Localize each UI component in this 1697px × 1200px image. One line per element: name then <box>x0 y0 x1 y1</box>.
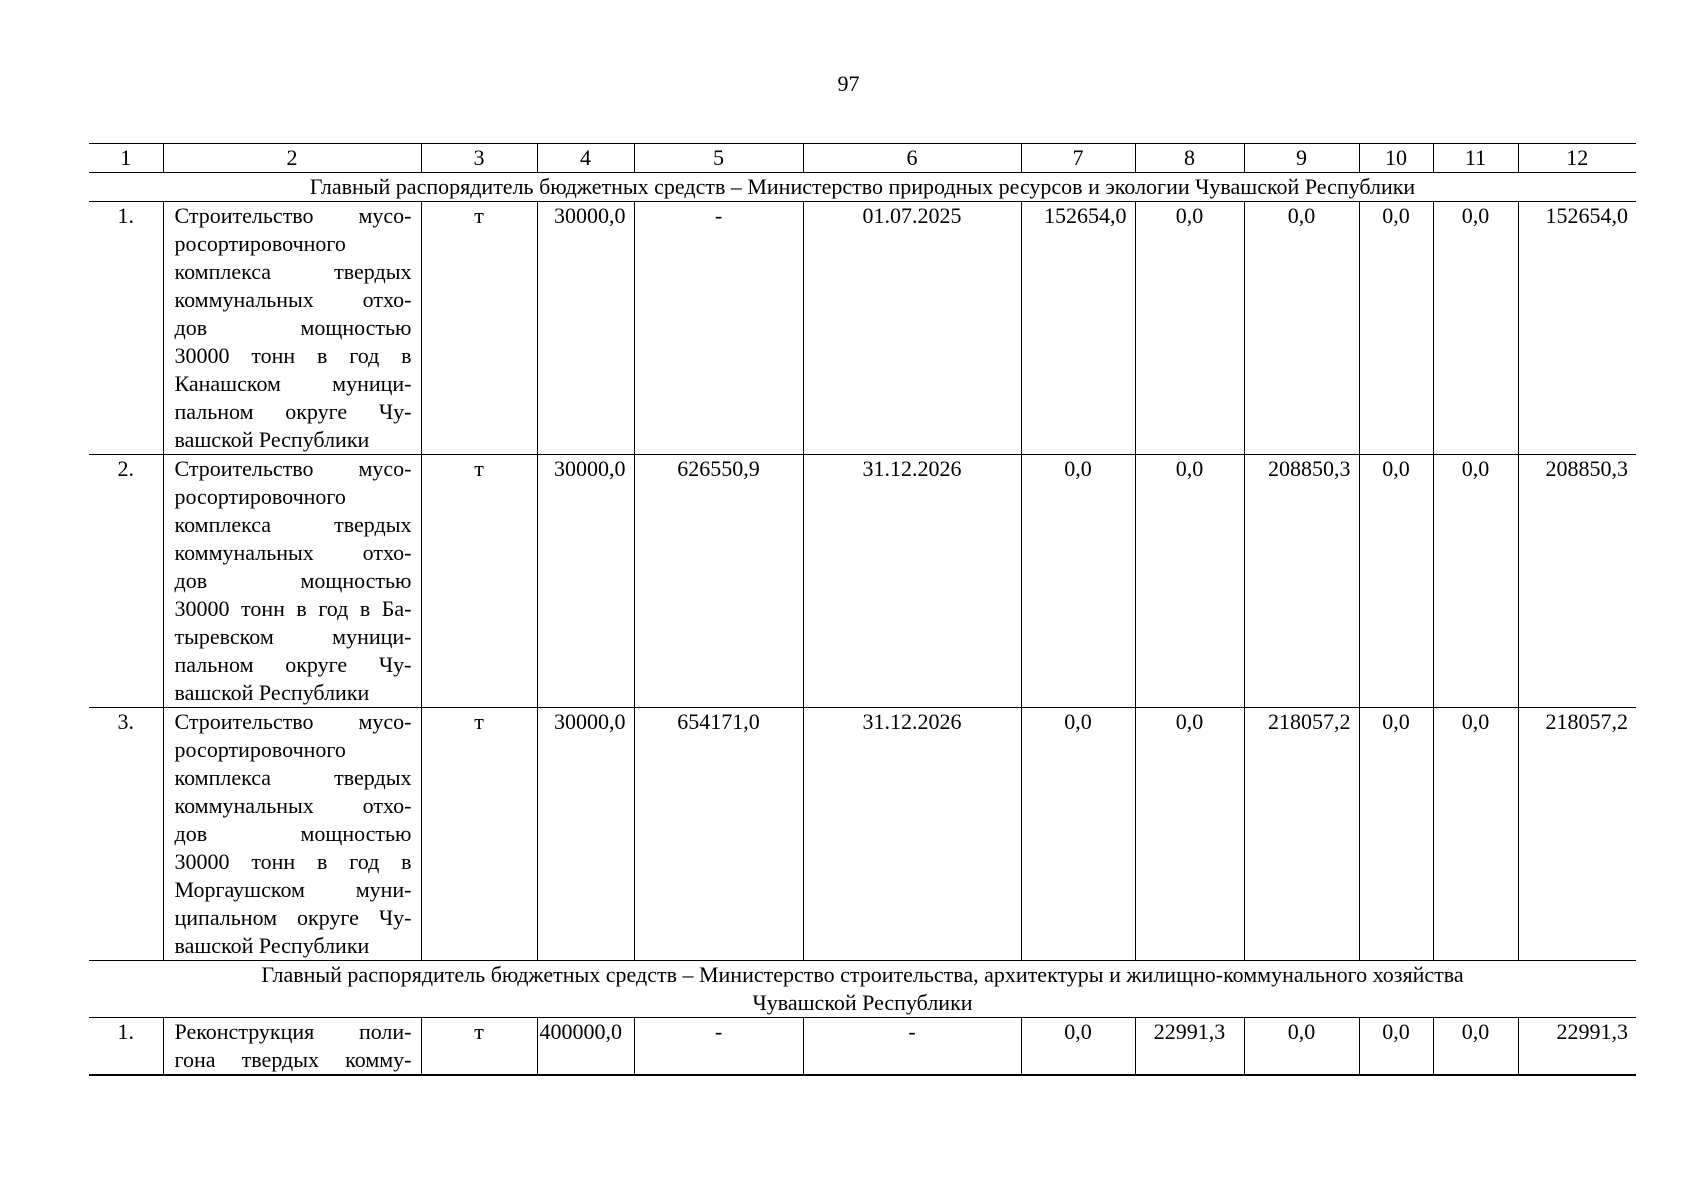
value-cell-10: 0,0 <box>1359 708 1433 961</box>
column-header: 8 <box>1135 144 1244 173</box>
value-cell-9: 218057,2 <box>1244 708 1359 961</box>
object-name-line: комплекса твердых <box>174 512 412 537</box>
section-heading <box>89 961 1636 1018</box>
date-cell: - <box>803 1018 1021 1076</box>
value-cell-9: 208850,3 <box>1244 455 1359 708</box>
value-cell-9: 0,0 <box>1244 1018 1359 1076</box>
object-name-line: росортировочного <box>174 231 346 256</box>
row-number: 3. <box>89 708 163 961</box>
column-header: 4 <box>537 144 634 173</box>
unit-cell: т <box>421 1018 537 1076</box>
column-header: 10 <box>1359 144 1433 173</box>
value-cell-12: 152654,0 <box>1518 202 1636 455</box>
value-cell-8: 22991,3 <box>1135 1018 1244 1076</box>
object-name <box>163 455 421 708</box>
value-cell-12: 22991,3 <box>1518 1018 1636 1076</box>
column-header: 6 <box>803 144 1021 173</box>
capacity-cell: 30000,0 <box>537 455 634 708</box>
object-name <box>163 1018 421 1076</box>
table-row <box>89 1018 1636 1076</box>
object-name <box>163 708 421 961</box>
value-cell-12: 218057,2 <box>1518 708 1636 961</box>
object-name <box>163 202 421 455</box>
object-name-line: Реконструкция поли- <box>174 1019 412 1044</box>
column-header: 2 <box>163 144 421 173</box>
object-name-line: вашской Республики <box>174 933 370 958</box>
cost-cell: - <box>634 202 803 455</box>
object-name-line: тыревском муници- <box>174 624 412 649</box>
object-name-line: Моргаушском муни- <box>174 877 412 902</box>
section-heading-line: Чувашской Республики <box>752 990 973 1015</box>
object-name-line: Канашском муници- <box>174 371 412 396</box>
page-number: 97 <box>837 71 860 96</box>
column-header: 5 <box>634 144 803 173</box>
table-row <box>89 708 1636 961</box>
unit-cell: т <box>421 455 537 708</box>
section-heading: Главный распорядитель бюджетных средств – Министерство природных ресурсов и экологии Чувашской Республики <box>89 173 1636 202</box>
object-name-line: дов мощностью <box>174 315 412 340</box>
value-cell-7: 152654,0 <box>1021 202 1135 455</box>
column-header: 11 <box>1433 144 1518 173</box>
object-name-line: 30000 тонн в год в <box>174 343 412 368</box>
column-header: 7 <box>1021 144 1135 173</box>
unit-cell: т <box>421 202 537 455</box>
value-cell-10: 0,0 <box>1359 1018 1433 1076</box>
value-cell-7: 0,0 <box>1021 455 1135 708</box>
object-name-line: пальном округе Чу- <box>174 652 412 677</box>
cost-cell: - <box>634 1018 803 1076</box>
value-cell-10: 0,0 <box>1359 455 1433 708</box>
unit-cell: т <box>421 708 537 961</box>
row-number: 1. <box>89 202 163 455</box>
value-cell-9: 0,0 <box>1244 202 1359 455</box>
value-cell-8: 0,0 <box>1135 708 1244 961</box>
table-row <box>89 202 1636 455</box>
object-name-line: вашской Республики <box>174 427 370 452</box>
value-cell-10: 0,0 <box>1359 202 1433 455</box>
object-name-line: Строительство мусо- <box>174 456 412 481</box>
date-cell: 31.12.2026 <box>803 708 1021 961</box>
capacity-cell: 30000,0 <box>537 708 634 961</box>
cost-cell: 654171,0 <box>634 708 803 961</box>
capacity-cell: 400000,0 <box>537 1018 634 1076</box>
object-name-line: Строительство мусо- <box>174 203 412 228</box>
object-name-line: дов мощностью <box>174 568 412 593</box>
object-name-line: вашской Республики <box>174 680 370 705</box>
object-name-line: росортировочного <box>174 737 346 762</box>
column-header: 12 <box>1518 144 1636 173</box>
section-heading-row <box>89 961 1636 1018</box>
value-cell-11: 0,0 <box>1433 202 1518 455</box>
date-cell: 01.07.2025 <box>803 202 1021 455</box>
value-cell-11: 0,0 <box>1433 708 1518 961</box>
date-cell: 31.12.2026 <box>803 455 1021 708</box>
row-number: 1. <box>89 1018 163 1076</box>
object-name-line: коммунальных отхо- <box>174 793 412 818</box>
section-heading-row <box>89 173 1636 202</box>
object-name-line: пальном округе Чу- <box>174 399 412 424</box>
object-name-line: Строительство мусо- <box>174 709 412 734</box>
object-name-line: комплекса твердых <box>174 259 412 284</box>
value-cell-12: 208850,3 <box>1518 455 1636 708</box>
value-cell-8: 0,0 <box>1135 202 1244 455</box>
column-header: 1 <box>89 144 163 173</box>
row-number: 2. <box>89 455 163 708</box>
object-name-line: росортировочного <box>174 484 346 509</box>
object-name-line: 30000 тонн в год в <box>174 849 412 874</box>
object-name-line: ципальном округе Чу- <box>174 905 412 930</box>
object-name-line: коммунальных отхо- <box>174 540 412 565</box>
column-number-row <box>89 144 1636 173</box>
object-name-line: комплекса твердых <box>174 765 412 790</box>
section-heading-line: Главный распорядитель бюджетных средств – Министерство строительства, архитектуры и жилищно-коммунального хозяйства <box>261 962 1464 987</box>
object-name-line: гона твердых комму- <box>174 1047 412 1072</box>
capacity-cell: 30000,0 <box>537 202 634 455</box>
value-cell-8: 0,0 <box>1135 455 1244 708</box>
value-cell-7: 0,0 <box>1021 708 1135 961</box>
column-header: 3 <box>421 144 537 173</box>
value-cell-11: 0,0 <box>1433 455 1518 708</box>
object-name-line: 30000 тонн в год в Ба- <box>174 596 412 621</box>
investment-table <box>89 143 1636 1076</box>
object-name-line: дов мощностью <box>174 821 412 846</box>
table-row <box>89 455 1636 708</box>
value-cell-11: 0,0 <box>1433 1018 1518 1076</box>
column-header: 9 <box>1244 144 1359 173</box>
object-name-line: коммунальных отхо- <box>174 287 412 312</box>
value-cell-7: 0,0 <box>1021 1018 1135 1076</box>
cost-cell: 626550,9 <box>634 455 803 708</box>
